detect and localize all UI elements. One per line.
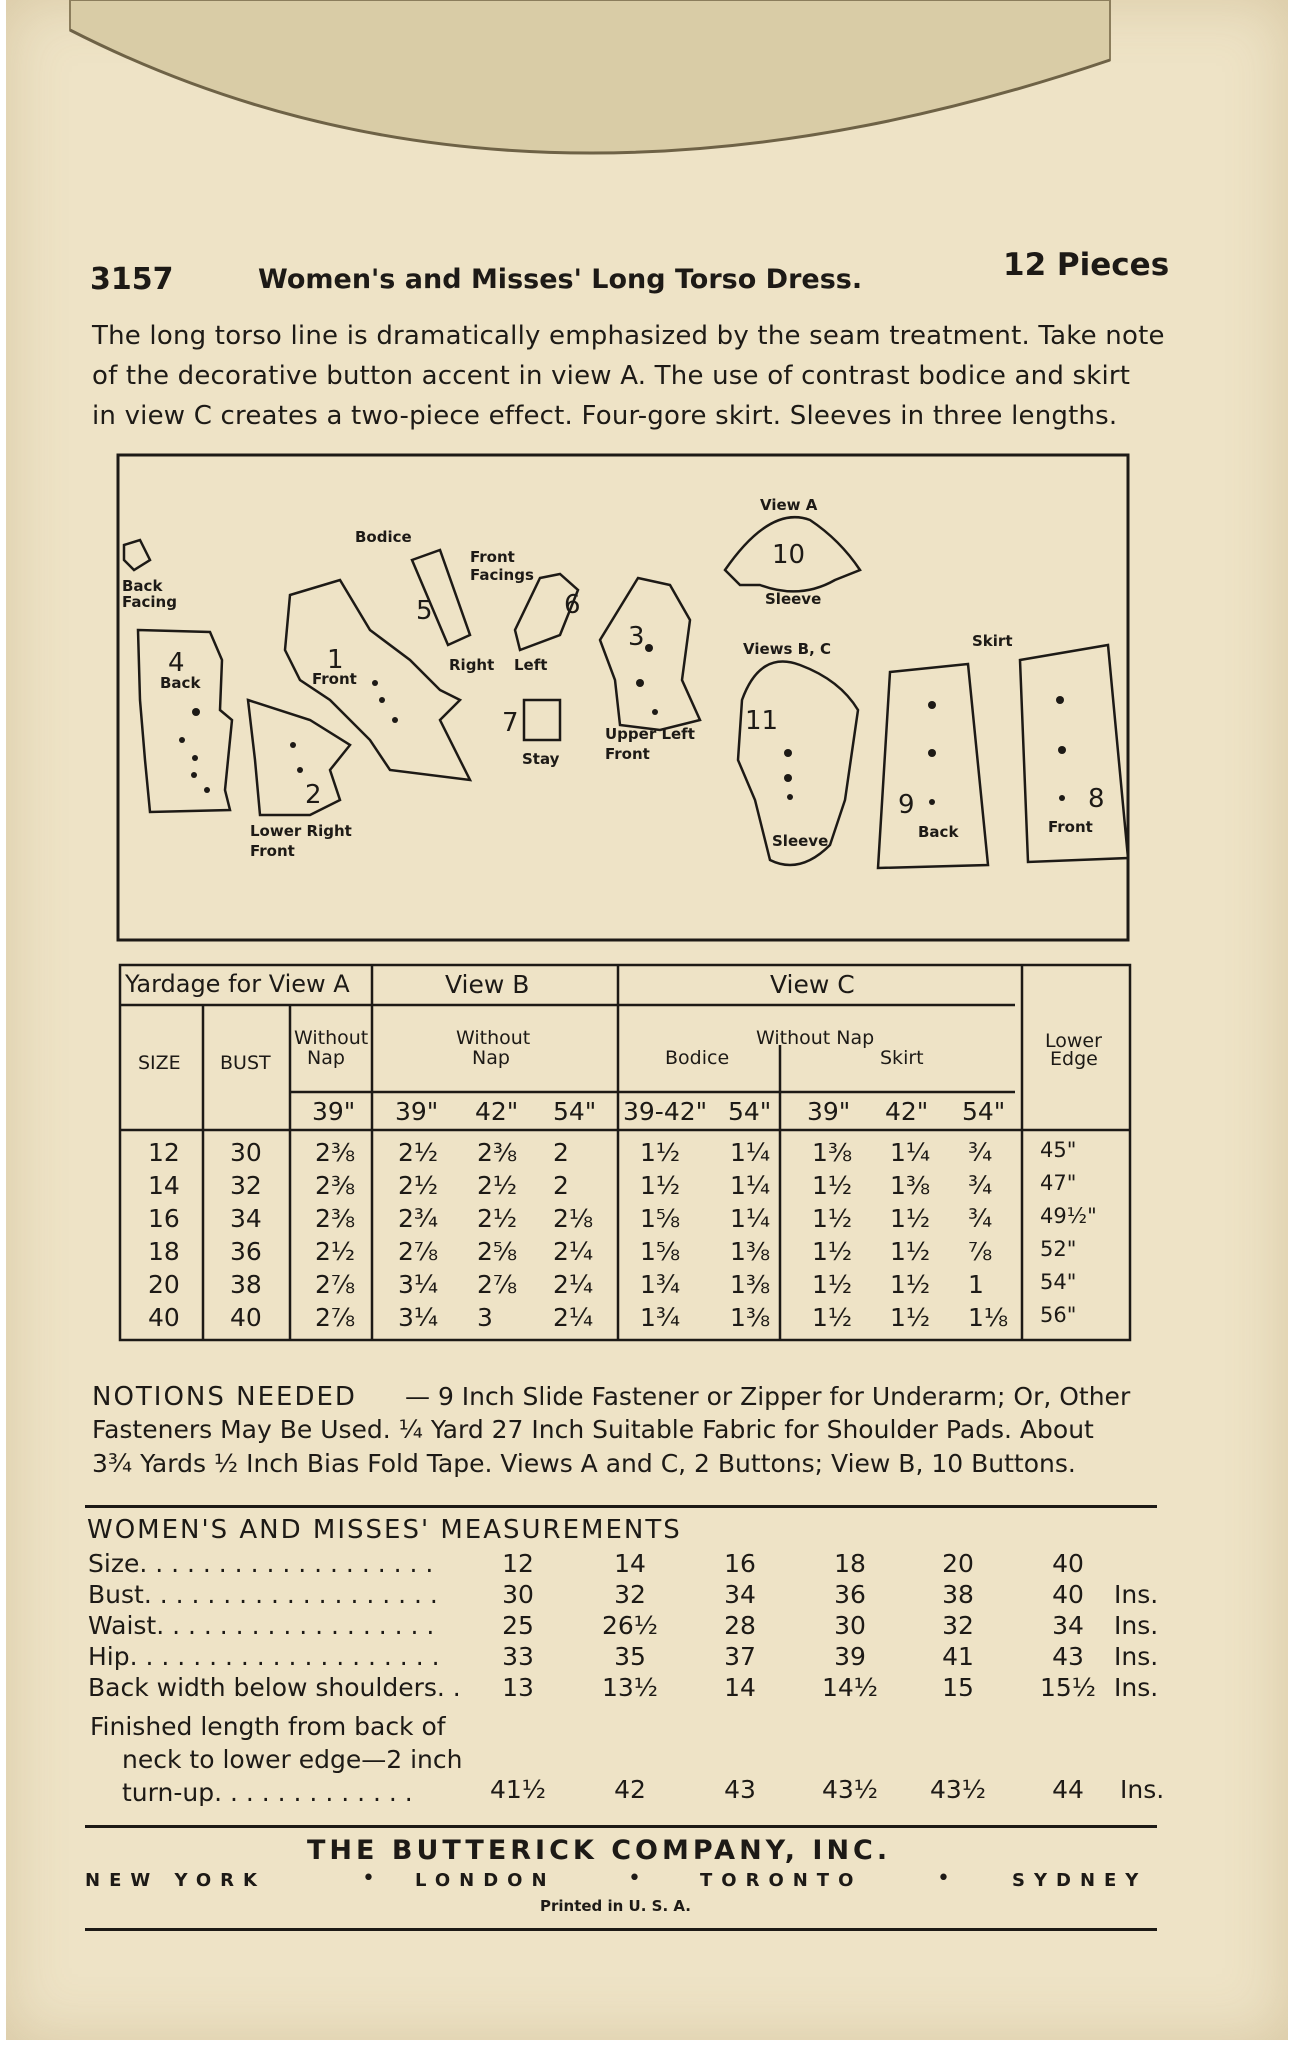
measurement-unit: Ins. [1114,1673,1159,1702]
piece-number: 10 [772,540,806,570]
piece-number: 8 [1088,784,1105,814]
label-lower-right-front: Front [250,842,295,860]
finished-length-value: 43 [724,1775,756,1804]
label-bodice: Bodice [355,528,412,546]
without-nap-b: Nap [472,1047,510,1069]
divider [85,1505,1157,1508]
measurement-value: 34 [1052,1611,1084,1640]
notions-line: 3¾ Yards ½ Inch Bias Fold Tape. Views A and C, 2 Buttons; View B, 10 Buttons. [92,1449,1076,1478]
measurement-value: 26½ [601,1611,659,1640]
label-skirt-back: Back [918,823,959,841]
measurement-value: 18 [834,1549,866,1578]
yardage-cell-size: 20 [148,1270,180,1299]
measurement-value: 13 [502,1673,534,1702]
measurement-value: 13½ [601,1673,659,1702]
measurement-unit: Ins. [1114,1611,1159,1640]
measurement-unit: Ins. [1114,1580,1159,1609]
yardage-cell-size: 16 [148,1204,180,1233]
measurement-value: 25 [502,1611,534,1640]
yardage-cell-bust: 34 [230,1204,262,1233]
finished-length-value: 43½ [821,1775,879,1804]
piece-number: 9 [898,790,915,820]
yardage-cell-size: 12 [148,1138,180,1167]
yardage-cell-b39: 3¼ [398,1303,439,1332]
yardage-cell-a39: 2⅜ [315,1138,356,1167]
width-header: 39-42" [623,1097,708,1126]
label-stay: Stay [522,750,560,768]
yardage-cell-lower: 49½" [1040,1204,1097,1228]
piece-number: 11 [745,706,779,736]
piece-number: 6 [564,590,581,620]
col-bust: BUST [220,1052,271,1074]
notions-heading: NOTIONS NEEDED [92,1382,357,1412]
finished-length-value: 44 [1052,1775,1084,1804]
finished-length-value: 42 [614,1775,646,1804]
yardage-cell-bust: 32 [230,1171,262,1200]
measurement-value: 30 [834,1611,866,1640]
measurement-value: 32 [614,1580,646,1609]
bullet-separator: • [937,1866,950,1891]
yardage-cell-cs39: 1½ [812,1237,853,1266]
measurement-label: Bust. . . . . . . . . . . . . . . . . . . [88,1580,438,1609]
measurement-value: 30 [502,1580,534,1609]
yardage-cell-bust: 36 [230,1237,262,1266]
finished-length-label: turn-up. . . . . . . . . . . . . [122,1778,413,1807]
label-views-bc: Views B, C [743,640,832,658]
piece-number: 4 [168,648,185,678]
yardage-cell-a39: 2⅜ [315,1171,356,1200]
yardage-cell-b54: 2 [553,1171,569,1200]
measurement-label: Back width below shoulders. . [88,1673,461,1702]
col-bodice: Bodice [665,1047,730,1069]
yardage-cell-a39: 2½ [315,1237,356,1266]
divider [85,1928,1157,1931]
yardage-cell-cb3942: 1½ [640,1138,681,1167]
measurement-value: 28 [724,1611,756,1640]
view-b-heading: View B [445,970,530,999]
yardage-cell-cs54: 1 [968,1270,984,1299]
yardage-cell-lower: 54" [1040,1270,1077,1294]
yardage-cell-b54: 2⅛ [553,1204,594,1233]
printed-in: Printed in U. S. A. [540,1897,691,1915]
width-header: 54" [962,1097,1006,1126]
measurement-value: 16 [724,1549,756,1578]
yardage-cell-b54: 2 [553,1138,569,1167]
bullet-separator: • [362,1866,375,1891]
yardage-cell-cs54: ¾ [968,1171,993,1200]
yardage-cell-cs42: 1½ [890,1303,931,1332]
yardage-cell-cs39: 1½ [812,1204,853,1233]
measurement-value: 34 [724,1580,756,1609]
yardage-cell-cb3942: 1⅝ [640,1237,681,1266]
yardage-cell-cb3942: 1¾ [640,1270,681,1299]
yardage-cell-cb54: 1¼ [730,1138,771,1167]
without-nap-b: Without [456,1027,531,1049]
piece-number: 5 [416,596,433,626]
label-upper-left-front: Front [605,745,650,763]
description-line: in view C creates a two-piece effect. Four-gore skirt. Sleeves in three lengths. [92,401,1118,431]
city: TORONTO [700,1870,863,1891]
measurement-value: 38 [942,1580,974,1609]
yardage-cell-cs54: ¾ [968,1138,993,1167]
width-header: 42" [885,1097,929,1126]
col-lower-edge: Edge [1050,1048,1098,1070]
yardage-cell-cs39: 1½ [812,1171,853,1200]
measurement-value: 37 [724,1642,756,1671]
measurement-label: Size. . . . . . . . . . . . . . . . . . . [88,1549,434,1578]
measurement-value: 41 [942,1642,974,1671]
label-skirt: Skirt [972,632,1013,650]
yardage-cell-bust: 38 [230,1270,262,1299]
yardage-cell-a39: 2⅞ [315,1270,356,1299]
yardage-title: Yardage for View A [125,970,350,998]
label-upper-left-front: Upper Left [605,725,695,743]
yardage-cell-bust: 40 [230,1303,262,1332]
width-header: 39" [312,1097,356,1126]
yardage-cell-size: 40 [148,1303,180,1332]
yardage-cell-cs54: 1⅛ [968,1303,1009,1332]
width-header: 54" [553,1097,597,1126]
yardage-cell-a39: 2⅜ [315,1204,356,1233]
yardage-cell-cs39: 1½ [812,1303,853,1332]
yardage-cell-b42: 2½ [477,1171,518,1200]
finished-length-label: neck to lower edge—2 inch [122,1745,463,1774]
description-line: of the decorative button accent in view A. The use of contrast bodice and skirt [92,361,1131,391]
measurement-value: 36 [834,1580,866,1609]
bullet-separator: • [628,1866,641,1891]
without-nap-c: Without Nap [756,1027,875,1049]
measurement-value: 40 [1052,1580,1084,1609]
label-view-a: View A [760,496,818,514]
piece-number: 2 [305,780,322,810]
measurement-value: 15 [942,1673,974,1702]
measurements-heading: WOMEN'S AND MISSES' MEASUREMENTS [87,1515,682,1545]
yardage-cell-cs54: ⅞ [968,1237,993,1266]
yardage-cell-b39: 2¾ [398,1204,439,1233]
piece-number: 3 [628,622,645,652]
yardage-cell-lower: 56" [1040,1303,1077,1327]
label-sleeve-bc: Sleeve [772,832,829,850]
measurement-unit: Ins. [1114,1642,1159,1671]
width-header: 54" [728,1097,772,1126]
piece-count: 12 Pieces [1003,247,1170,283]
yardage-cell-b39: 2½ [398,1171,439,1200]
measurement-label: Waist. . . . . . . . . . . . . . . . . . [88,1611,435,1640]
measurement-value: 40 [1052,1549,1084,1578]
finished-unit: Ins. [1120,1775,1165,1804]
measurement-value: 20 [942,1549,974,1578]
measurement-value: 14½ [821,1673,879,1702]
label-back-facing: Facing [122,593,177,611]
yardage-cell-cb3942: 1¾ [640,1303,681,1332]
width-header: 39" [807,1097,851,1126]
yardage-cell-b54: 2¼ [553,1303,594,1332]
yardage-cell-b42: 2⅝ [477,1237,518,1266]
width-header: 39" [395,1097,439,1126]
yardage-cell-b54: 2¼ [553,1270,594,1299]
yardage-cell-b39: 3¼ [398,1270,439,1299]
yardage-cell-cb54: 1¼ [730,1171,771,1200]
yardage-cell-b42: 2⅜ [477,1138,518,1167]
label-left: Left [514,656,548,674]
yardage-cell-lower: 47" [1040,1171,1077,1195]
finished-length-value: 41½ [489,1775,547,1804]
pattern-number: 3157 [90,262,174,297]
yardage-cell-b39: 2½ [398,1138,439,1167]
yardage-cell-cs42: 1½ [890,1204,931,1233]
yardage-cell-b39: 2⅞ [398,1237,439,1266]
finished-length-label: Finished length from back of [90,1712,446,1741]
yardage-cell-cb3942: 1⅝ [640,1204,681,1233]
measurement-value: 39 [834,1642,866,1671]
col-skirt: Skirt [880,1047,924,1069]
label-lower-right-front: Lower Right [250,822,352,840]
yardage-cell-lower: 52" [1040,1237,1077,1261]
yardage-cell-lower: 45" [1040,1138,1077,1162]
without-nap-a: Without [294,1027,369,1049]
yardage-cell-cs39: 1⅜ [812,1138,853,1167]
city: LONDON [415,1870,556,1891]
measurement-value: 14 [614,1549,646,1578]
city: NEW YORK [85,1870,266,1891]
yardage-cell-size: 14 [148,1171,180,1200]
city: SYDNEY [1012,1870,1148,1891]
label-front: Front [312,670,357,688]
yardage-cell-cb3942: 1½ [640,1171,681,1200]
yardage-cell-size: 18 [148,1237,180,1266]
yardage-cell-cs54: ¾ [968,1204,993,1233]
without-nap-a: Nap [307,1047,345,1069]
yardage-cell-cb54: 1¼ [730,1204,771,1233]
yardage-cell-cs42: 1¼ [890,1138,931,1167]
measurement-value: 32 [942,1611,974,1640]
notions-line: — 9 Inch Slide Fastener or Zipper for Underarm; Or, Other [405,1382,1131,1411]
yardage-cell-a39: 2⅞ [315,1303,356,1332]
notions-line: Fasteners May Be Used. ¼ Yard 27 Inch Suitable Fabric for Shoulder Pads. About [92,1415,1094,1444]
description-line: The long torso line is dramatically emphasized by the seam treatment. Take note [92,321,1165,351]
label-skirt-front: Front [1048,818,1093,836]
measurement-value: 33 [502,1642,534,1671]
yardage-cell-cs39: 1½ [812,1270,853,1299]
measurement-value: 15½ [1039,1673,1097,1702]
yardage-cell-b42: 2½ [477,1204,518,1233]
measurement-value: 14 [724,1673,756,1702]
yardage-cell-b54: 2¼ [553,1237,594,1266]
yardage-cell-cb54: 1⅜ [730,1303,771,1332]
measurement-value: 43 [1052,1642,1084,1671]
yardage-cell-bust: 30 [230,1138,262,1167]
yardage-cell-cb54: 1⅜ [730,1270,771,1299]
col-size: SIZE [138,1052,181,1074]
label-sleeve-a: Sleeve [765,590,822,608]
yardage-cell-b42: 3 [477,1303,493,1332]
col-lower-edge: Lower [1045,1030,1102,1052]
label-back-facing: Back [122,577,163,595]
yardage-cell-cs42: 1½ [890,1237,931,1266]
label-right: Right [449,656,495,674]
label-front-facings: Facings [470,566,534,584]
pattern-title: Women's and Misses' Long Torso Dress. [258,264,863,295]
yardage-cell-b42: 2⅞ [477,1270,518,1299]
yardage-cell-cs42: 1½ [890,1270,931,1299]
view-c-heading: View C [770,970,855,999]
piece-number: 7 [502,708,519,738]
divider [85,1825,1157,1828]
measurement-label: Hip. . . . . . . . . . . . . . . . . . . . [88,1642,440,1671]
yardage-cell-cs42: 1⅜ [890,1171,931,1200]
measurement-value: 35 [614,1642,646,1671]
piece-number: 1 [327,645,344,675]
width-header: 42" [475,1097,519,1126]
label-back: Back [160,674,201,692]
label-front-facings: Front [470,548,515,566]
measurement-value: 12 [502,1549,534,1578]
finished-length-value: 43½ [929,1775,987,1804]
company-name: THE BUTTERICK COMPANY, INC. [307,1835,892,1866]
yardage-cell-cb54: 1⅜ [730,1237,771,1266]
